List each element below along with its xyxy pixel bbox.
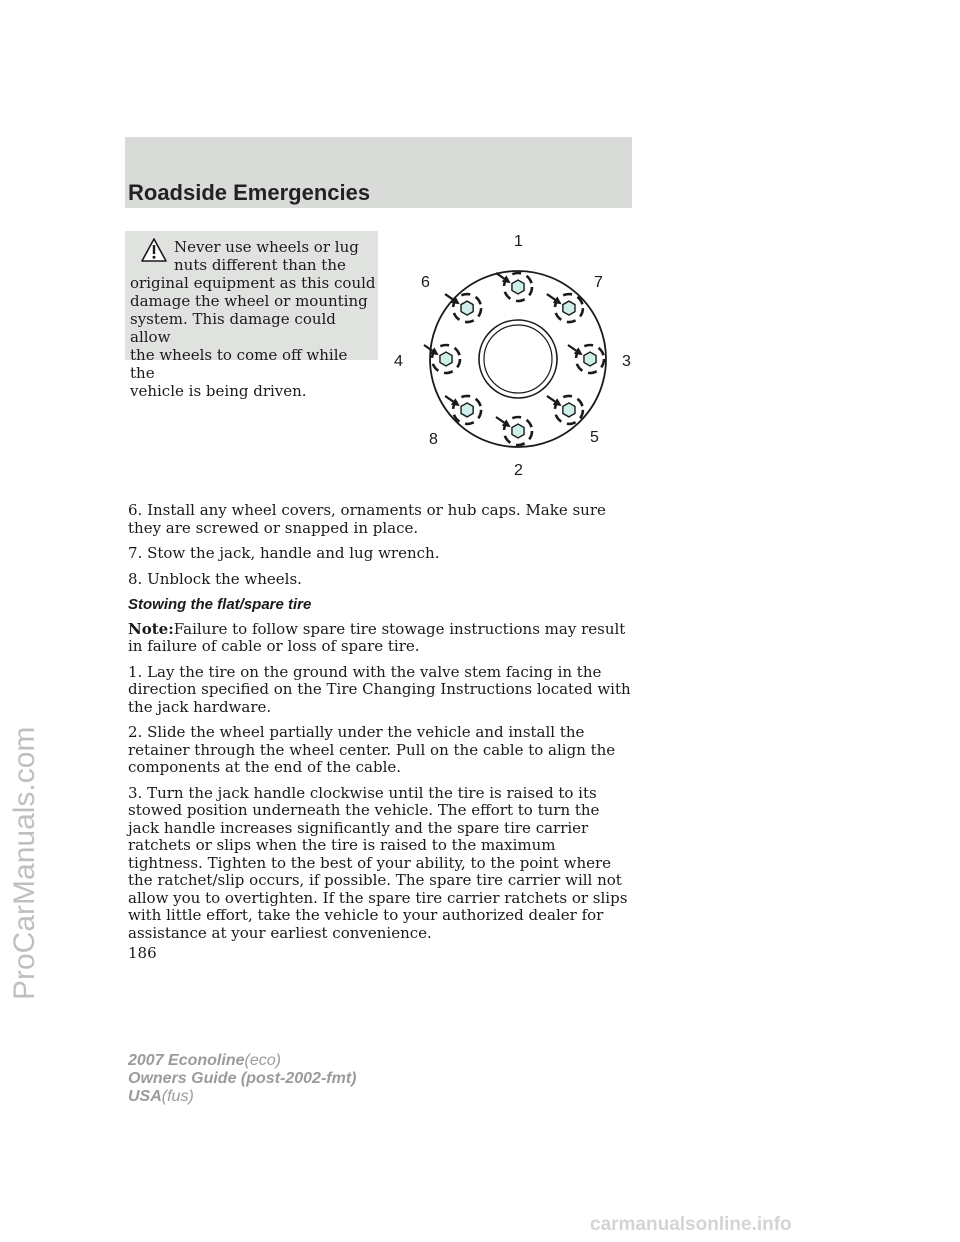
hex-nut bbox=[512, 424, 524, 438]
warning-line: vehicle is being driven. bbox=[130, 382, 307, 400]
sequence-label-5: 5 bbox=[590, 429, 599, 446]
page-title: Roadside Emergencies bbox=[128, 180, 371, 205]
note-text: Failure to follow spare tire stowage instructions may result in failure of cable or loss of spare tire. bbox=[128, 619, 626, 655]
hub-inner bbox=[484, 325, 552, 393]
stow-step-3: 3. Turn the jack handle clockwise until the tire is raised to its stowed position underneath the vehicle. The effort to turn the jack handle increases significantly and the spare tire carrier ratchets or slips when the tire is raised to the maximum tightness. Tighten to the best of your ability, to the point where the ratchet/slip occurs, if possible. The spare tire carrier will not allow you to overtighten. If the spare tire carrier ratchets or slips with little effort, take the vehicle to your authorized dealer for assistance at your earliest convenience. bbox=[128, 783, 628, 942]
note-label: Note: bbox=[128, 619, 174, 638]
sequence-label-4: 4 bbox=[394, 353, 403, 370]
lug-nut bbox=[496, 417, 532, 445]
hex-nut bbox=[461, 301, 473, 315]
warning-line: the wheels to come off while the bbox=[130, 346, 348, 382]
side-watermark: ProCarManuals.com bbox=[8, 726, 41, 1000]
lug-nut bbox=[547, 396, 583, 424]
warning-text bbox=[130, 238, 376, 400]
sequence-label-2: 2 bbox=[514, 462, 523, 479]
sequence-label-3: 3 bbox=[622, 353, 631, 370]
step-8: 8. Unblock the wheels. bbox=[128, 569, 302, 588]
warning-line: original equipment as this could bbox=[130, 274, 376, 292]
document-footer bbox=[128, 1052, 356, 1106]
note-paragraph bbox=[128, 621, 633, 656]
stow-step-1: 1. Lay the tire on the ground with the valve stem facing in the direction specified on the Tire Changing Instructions located with the jack hardware. bbox=[128, 662, 631, 716]
lug-nut bbox=[445, 396, 481, 424]
hex-nut bbox=[563, 403, 575, 417]
warning-line: system. This damage could allow bbox=[130, 310, 336, 346]
warning-line: nuts different than the bbox=[174, 256, 346, 274]
sequence-label-1: 1 bbox=[514, 233, 523, 250]
lug-nut-sequence-diagram bbox=[385, 230, 645, 480]
footer-region: USA bbox=[128, 1088, 162, 1105]
hub-outer bbox=[479, 320, 557, 398]
hex-nut bbox=[584, 352, 596, 366]
step-6: 6. Install any wheel covers, ornaments or hub caps. Make sure they are screwed or snapped in place. bbox=[128, 501, 606, 537]
warning-line: Never use wheels or lug bbox=[174, 238, 359, 256]
hex-nut bbox=[440, 352, 452, 366]
warning-line: damage the wheel or mounting bbox=[130, 292, 368, 310]
lug-nut bbox=[496, 273, 532, 301]
hex-nut bbox=[512, 280, 524, 294]
footer-guide: Owners Guide (post-2002-fmt) bbox=[128, 1070, 357, 1087]
instructions-body bbox=[128, 502, 633, 950]
stow-step-2: 2. Slide the wheel partially under the vehicle and install the retainer through the wheel center. Pull on the cable to align the components at the end of the cable. bbox=[128, 723, 616, 776]
footer-model-code: (eco) bbox=[244, 1052, 281, 1069]
lug-nut bbox=[445, 294, 481, 322]
step-7: 7. Stow the jack, handle and lug wrench. bbox=[128, 544, 440, 562]
hex-nut bbox=[563, 301, 575, 315]
sequence-label-7: 7 bbox=[594, 274, 603, 291]
sequence-label-6: 6 bbox=[421, 274, 430, 291]
section-heading: Stowing the flat/spare tire bbox=[128, 596, 312, 613]
page-number: 186 bbox=[128, 944, 157, 962]
bottom-watermark: carmanualsonline.info bbox=[590, 1214, 792, 1235]
lug-nut bbox=[568, 345, 604, 373]
hex-nut bbox=[461, 403, 473, 417]
footer-region-code: (fus) bbox=[161, 1088, 194, 1105]
lug-nut bbox=[547, 294, 583, 322]
footer-model: 2007 Econoline bbox=[128, 1052, 245, 1069]
sequence-label-8: 8 bbox=[429, 431, 438, 448]
